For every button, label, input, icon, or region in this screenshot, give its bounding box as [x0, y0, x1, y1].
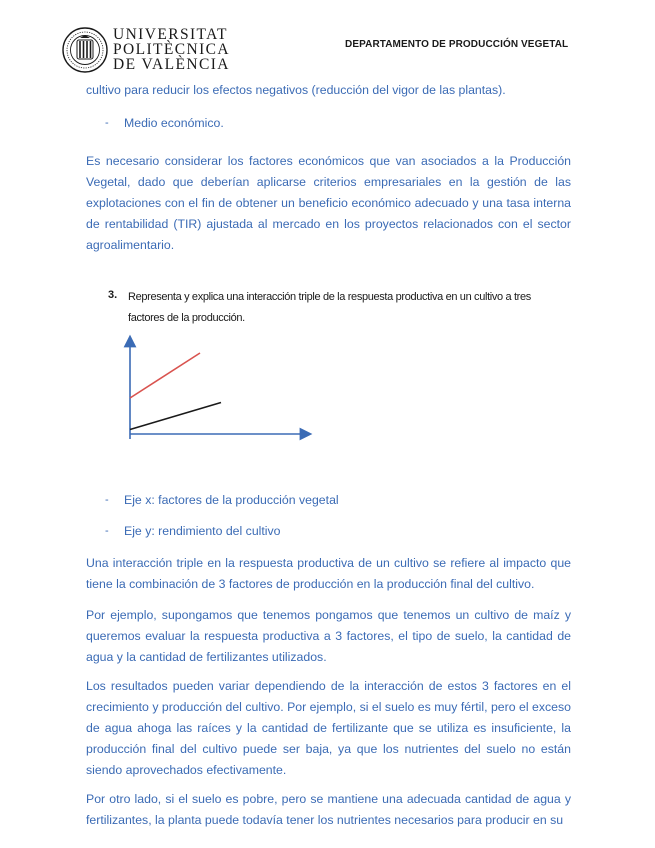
- bullet-dash: -: [105, 525, 109, 537]
- intro-line: cultivo para reducir los efectos negativos (reducción del vigor de las plantas).: [86, 83, 506, 97]
- question-text: Representa y explica una interacción triple de la respuesta productiva en un cultivo a tres factores de la producción.: [128, 291, 531, 324]
- logo-line-2: POLITÈCNICA: [113, 41, 231, 58]
- series-line-black: [130, 403, 221, 430]
- paragraph-3: Los resultados pueden variar dependiendo de la interacción de estos 3 factores en el crecimiento y producción del cultivo. Por ejemplo, si el suelo es muy fértil, pero el exceso de agua ahoga las raíces y la cantidad de fertilizante que se utiliza es insuficiente, la producción final del cultivo puede ser baja, ya que los nutrientes del suelo no están siendo aprovechados efectivamente.: [86, 679, 571, 777]
- department-title: DEPARTAMENTO DE PRODUCCIÓN VEGETAL: [345, 39, 569, 50]
- axis-y-label: Eje y: rendimiento del cultivo: [124, 524, 281, 538]
- university-name: [113, 27, 230, 72]
- interaction-chart: [118, 333, 318, 448]
- question-number: 3.: [108, 289, 118, 301]
- paragraph-2: Por ejemplo, supongamos que tenemos pongamos que tenemos un cultivo de maíz y queremos evaluar la respuesta productiva a 3 factores, el tipo de suelo, la cantidad de agua y la cantidad de fertilizantes utilizados.: [86, 608, 571, 664]
- logo-line-1: UNIVERSITAT: [113, 26, 228, 43]
- bullet-dash: -: [105, 494, 109, 506]
- paragraph-1: Una interacción triple en la respuesta productiva de un cultivo se refiere al impacto que tiene la combinación de 3 factores de producción en la producción final del cultivo.: [86, 556, 571, 591]
- university-seal-logo: [62, 27, 108, 73]
- logo-line-3: DE VALÈNCIA: [113, 56, 230, 73]
- axis-x-label: Eje x: factores de la producción vegetal: [124, 493, 339, 507]
- series-line-red: [130, 353, 200, 398]
- economic-paragraph: Es necesario considerar los factores económicos que van asociados a la Producción Vegetal, dado que deberían aplicarse criterios empresariales en la gestión de las explotaciones con el fin de obtener un beneficio económico adecuado y una tasa interna de rentabilidad (TIR) ajustada al mercado en los proyectos relacionados con el sector agroalimentario.: [86, 154, 571, 252]
- bullet-economic: Medio económico.: [124, 116, 224, 130]
- bullet-dash: -: [105, 117, 109, 129]
- paragraph-4: Por otro lado, si el suelo es pobre, pero se mantiene una adecuada cantidad de agua y fertilizantes, la planta puede todavía tener los nutrientes necesarios para producir en su: [86, 792, 571, 827]
